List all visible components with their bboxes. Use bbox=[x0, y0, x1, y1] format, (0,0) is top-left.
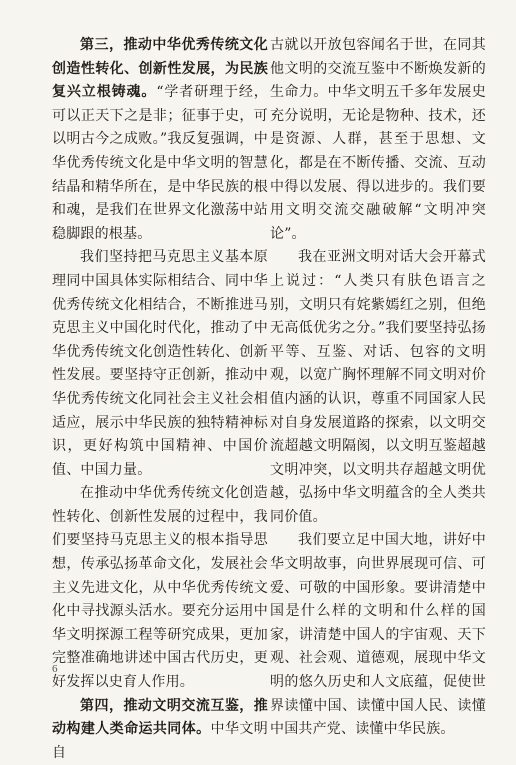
page-number: 6 bbox=[52, 663, 58, 675]
paragraph-lead-fourth: 第四，推动文明交流互鉴，推动构建人类命运共同体。 bbox=[52, 697, 268, 738]
paragraph-marxism-combination: 我们坚持把马克思主义基本原理同中国具体实际相结合、同中华优秀传统文化相结合，不断推进马克思主义中国化时代化，推动了中华优秀传统文化创造性转化、创新性发展。要坚持守正创新，推动中华优秀传统文化同社会主义社会相适应，展示中华民族的独特精神标识，更好构筑中国精神、中国价值、中国力量。 bbox=[52, 249, 268, 478]
paragraph-china-story: 我们要立足中国大地，讲好中华文明故事，向世界展现可信、可爱、可敬的中国形象。要讲清楚中国是什么样的文明和什么样的国家，讲清楚中国人的宇宙观、天下观、社会观、道德观，展现中华文明的悠久历史和人文底蕴，促使世界读懂中国、读懂中国人民、读懂中国共产党、读懂中华民族。 bbox=[270, 532, 486, 738]
paragraph-fourth-point bbox=[52, 695, 268, 765]
right-column bbox=[270, 34, 486, 742]
paragraph-lead-third: 第三，推动中华优秀传统文化创造性转化、创新性发展，为民族复兴立根铸魂。 bbox=[52, 37, 268, 101]
paragraph-asia-dialogue: 我在亚洲文明对话大会开幕式上说过：“人类只有肤色语言之别，文明只有姹紫嫣红之别，但绝无高低优劣之分。”我们要坚持弘扬平等、互鉴、对话、包容的文明观，以宽广胸怀理解不同文明对价值内涵的认识，尊重不同国家人民对自身发展道路的探索，以文明交流超越文明隔阂，以文明互鉴超越文明冲突，以文明共存超越文明优越，弘扬中华文明蕴含的全人类共同价值。 bbox=[270, 249, 486, 525]
paragraph-transformation: 在推动中华优秀传统文化创造性转化、创新性发展的过程中，我们要坚持马克思主义的根本指导思想，传承弘扬革命文化，发展社会主义先进文化，从中华优秀传统文化中寻找源头活水。要充分运用中华文明探源工程等研究成果，更加完整准确地讲述中国古代历史，更好发挥以史育人作用。 bbox=[52, 485, 268, 691]
paragraph-continuation: 古就以开放包容闻名于世，在同其他文明的交流互鉴中不断焕发新的生命力。中华文明五千多年发展史充分说明，无论是物种、技术，还是资源、人群，甚至于思想、文化，都是在不断传播、交流、互动中得以发展、得以进步的。我们要用文明交流交融破解“文明冲突论”。 bbox=[270, 37, 486, 242]
paragraph-body: 中华文明自 bbox=[52, 721, 268, 761]
paragraph-body: “学者研理于经，可以正天下之是非；征事于史，可以明古今之成败。”我反复强调，中华优秀传统文化是中华文明的智慧结晶和精华所在，是中华民族的根和魂，是我们在世界文化激荡中站稳脚跟的根基。 bbox=[52, 84, 268, 242]
left-column bbox=[52, 34, 268, 765]
paragraph-third-point bbox=[52, 34, 268, 246]
